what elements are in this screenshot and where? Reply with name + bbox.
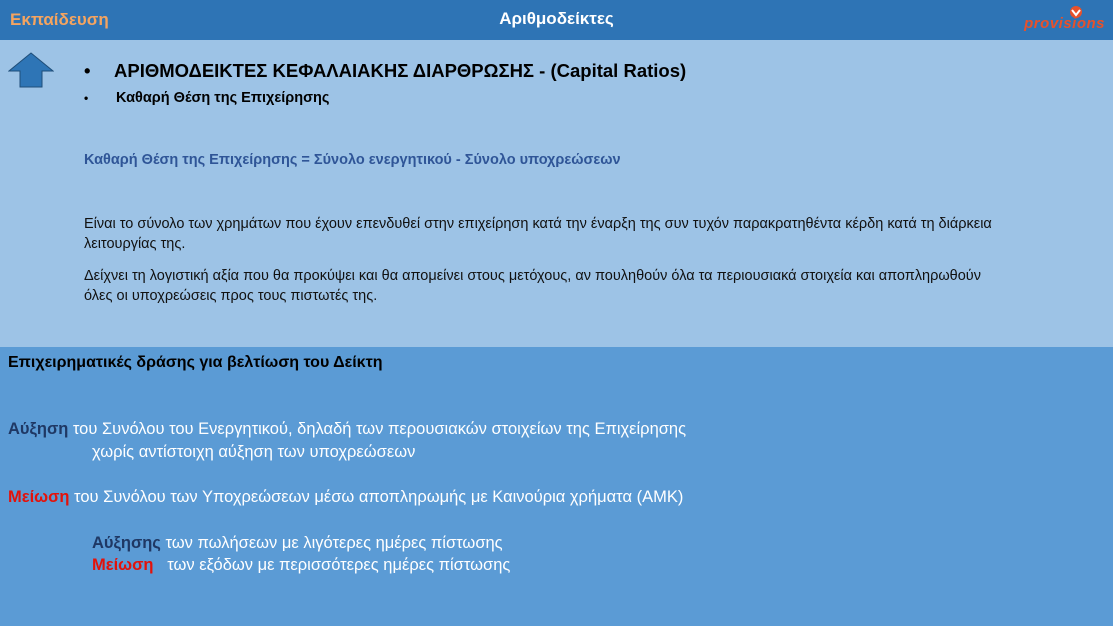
section-label: Εκπαίδευση	[10, 10, 109, 29]
action-increase-assets-cont: χωρίς αντίστοιχη αύξηση των υποχρεώσεων	[92, 443, 416, 461]
bullet-capital-ratios: • ΑΡΙΘΜΟΔΕΙΚΤΕΣ ΚΕΦΑΛΑΙΑΚΗΣ ΔΙΑΡΘΡΩΣΗΣ - (Capital Ratios)	[84, 60, 687, 81]
bullet-net-position: • Καθαρή Θέση της Επιχείρησης	[84, 90, 330, 106]
action-decrease-liabilities: Μείωση του Συνόλου των Υποχρεώσεων μέσω αποπληρωμής με Καινούρια χρήματα (ΑΜΚ)	[8, 488, 684, 506]
page-title: Αριθμοδείκτες	[499, 9, 614, 28]
logo-text: provisions	[1024, 15, 1105, 32]
provisions-logo	[1013, 5, 1105, 35]
actions-title: Επιχειρηματικές δράσης για βελτίωση του Δείκτη	[8, 354, 383, 371]
paragraph-meaning: Δείχνει τη λογιστική αξία που θα προκύψει και θα απομείνει στους μετόχους, αν πουληθούν όλα τα περιουσιακά στοιχεία και αποπληρωθούν όλες οι υποχρεώσεις προς τους πιστωτές της.	[84, 268, 981, 304]
header-bar	[0, 0, 1113, 40]
lower-panel	[0, 347, 1113, 626]
action-decrease-expenses: Μείωση των εξόδων με περισσότερες ημέρες πίστωσης	[92, 556, 511, 574]
formula-text: Καθαρή Θέση της Επιχείρησης = Σύνολο ενεργητικού - Σύνολο υποχρεώσεων	[84, 152, 621, 168]
paragraph-definition: Είναι το σύνολο των χρημάτων που έχουν επενδυθεί στην επιχείρηση κατά την έναρξη της συν τυχόν παρακρατηθέντα κέρδη κατά τη διάρκεια λειτουργίας της.	[84, 216, 992, 252]
action-increase-assets: Αύξηση του Συνόλου του Ενεργητικού, δηλαδή των περουσιακών στοιχείων της Επιχείρησης	[8, 420, 687, 438]
action-increase-sales: Αύξησης των πωλήσεων με λιγότερες ημέρες πίστωσης	[92, 534, 503, 552]
up-arrow-icon[interactable]	[8, 52, 54, 88]
